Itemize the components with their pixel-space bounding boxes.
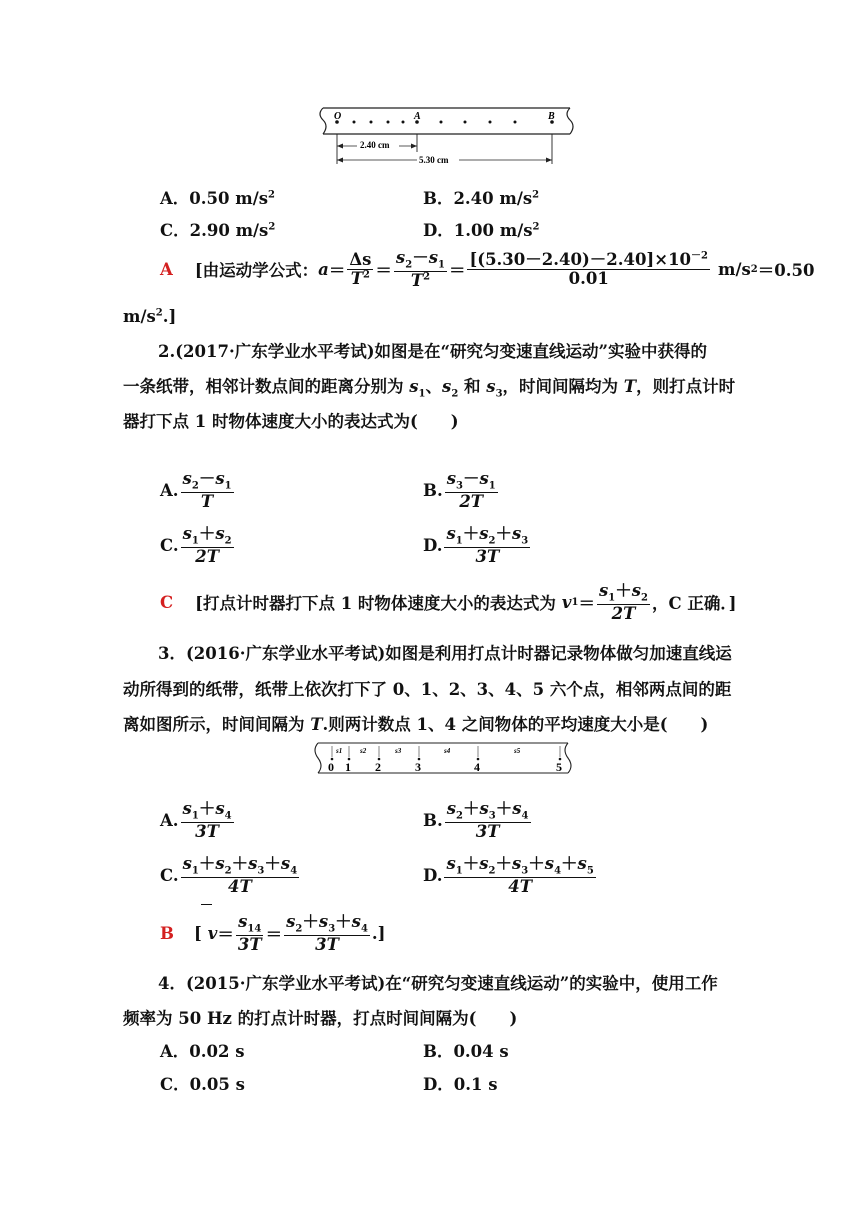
q3-option-d: D. $\frac{s_1+s_2+s_3+s_4+s_5}{4T}$ bbox=[423, 854, 594, 896]
tape2-s5: s5 bbox=[514, 747, 521, 755]
tape1-label-a: A bbox=[414, 111, 421, 122]
q2-option-b: B. $\frac{s_3-s_1}{2T}$ bbox=[423, 469, 496, 511]
q1-frac-value: $\frac{[(5.30-2.40)-2.40]\times 10^{-2}}{0.01}$ bbox=[469, 250, 708, 288]
tape2-s4: s4 bbox=[444, 747, 451, 755]
q1-explanation: A [由运动学公式： a ＝ $\frac{\Delta s}{T^2}$ ＝ $\frac{s_2-s_1}{T^2}$ ＝ $\frac{[(5.30-2.40)-2.40]\times 10^{-2}}{0.01}$ m/s 2 ＝0.50 bbox=[160, 248, 815, 290]
q3-answer: B bbox=[160, 923, 174, 943]
q4-option-d: D．0.1 s bbox=[423, 1075, 498, 1094]
q4-option-a: A．0.02 s bbox=[160, 1042, 245, 1061]
tape2-num-4: 4 bbox=[474, 760, 480, 774]
q1-frac-s: $\frac{s_2-s_1}{T^2}$ bbox=[395, 248, 445, 290]
q1-option-a: A．0.50 $m/s^2$ bbox=[160, 189, 275, 208]
q1-answer: A bbox=[160, 259, 173, 279]
tape-figure-1 bbox=[315, 100, 580, 170]
tape2-num-3: 3 bbox=[415, 760, 421, 774]
q3-stem-line2: 动所得到的纸带，纸带上依次打下了 0、1、2、3、4、5 六个点，相邻两点间的距 bbox=[123, 680, 732, 699]
q4-option-b: B．0.04 s bbox=[423, 1042, 509, 1061]
q3-explanation: B [ v ＝ $\frac{s_{14}}{3T}$ ＝ $\frac{s_2+s_3+s_4}{3T}$ .] bbox=[160, 912, 386, 954]
q2-stem-line3: 器打下点 1 时物体速度大小的表达式为( ) bbox=[123, 412, 459, 431]
q4-stem-line1: 4．(2015·广东学业水平考试)在“研究匀变速直线运动”的实验中，使用工作 bbox=[158, 974, 718, 993]
q3-option-b: B. $\frac{s_2+s_3+s_4}{3T}$ bbox=[423, 799, 529, 841]
tape2-s2: s2 bbox=[360, 747, 367, 755]
tape2-num-1: 1 bbox=[345, 760, 351, 774]
q4-option-c: C．0.05 s bbox=[160, 1075, 245, 1094]
q3-stem-line3: 离如图所示，时间间隔为 T.则两计数点 1、4 之间物体的平均速度大小是( ) bbox=[123, 715, 709, 734]
q2-explanation: C [打点计时器打下点 1 时物体速度大小的表达式为 v 1 ＝ $\frac{s_1+s_2}{2T}$ ，C 正确．] bbox=[160, 581, 737, 623]
tape2-num-0: 0 bbox=[328, 760, 334, 774]
tape1-label-o: O bbox=[334, 111, 342, 122]
tape2-num-5: 5 bbox=[556, 760, 562, 774]
q2-option-c: C. $\frac{s_1+s_2}{2T}$ bbox=[160, 524, 232, 566]
q3-option-c: C. $\frac{s_1+s_2+s_3+s_4}{4T}$ bbox=[160, 854, 298, 896]
tape1-dist-oa: 2.40 cm bbox=[360, 140, 390, 150]
q2-stem-line1: 2.(2017·广东学业水平考试)如图是在“研究匀变速直线运动”实验中获得的 bbox=[158, 342, 707, 361]
tape2-num-2: 2 bbox=[375, 760, 381, 774]
q4-stem-line2: 频率为 50 Hz 的打点计时器，打点时间间隔为( ) bbox=[123, 1009, 518, 1028]
q3-option-a: A. $\frac{s_1+s_4}{3T}$ bbox=[160, 799, 232, 841]
tape2-s3: s3 bbox=[395, 747, 402, 755]
q1-frac-ds: $\frac{\Delta s}{T^2}$ bbox=[349, 250, 372, 288]
q2-option-a: A. $\frac{s_2-s_1}{T}$ bbox=[160, 469, 232, 511]
q2-answer: C bbox=[160, 592, 174, 612]
q1-explanation-line2: $m/s^2$.] bbox=[123, 307, 177, 326]
tape2-s1: s1 bbox=[336, 747, 343, 755]
q1-option-d: D．1.00 $m/s^2$ bbox=[423, 221, 540, 240]
tape1-label-b: B bbox=[548, 111, 555, 122]
q3-vbar bbox=[201, 904, 212, 905]
q3-stem-line1: 3．(2016·广东学业水平考试)如图是利用打点计时器记录物体做匀加速直线运 bbox=[158, 644, 732, 663]
tape-figure-2 bbox=[310, 740, 582, 778]
q2-option-d: D. $\frac{s_1+s_2+s_3}{3T}$ bbox=[423, 524, 529, 566]
q2-stem-line2: 一条纸带，相邻计数点间的距离分别为 $s_1$、$s_2$ 和 $s_3$，时间间隔均为 T，则打点计时 bbox=[123, 377, 736, 400]
q1-option-b: B．2.40 $m/s^2$ bbox=[423, 189, 540, 208]
tape1-dist-ob: 5.30 cm bbox=[419, 155, 449, 165]
q1-option-c: C．2.90 $m/s^2$ bbox=[160, 221, 276, 240]
